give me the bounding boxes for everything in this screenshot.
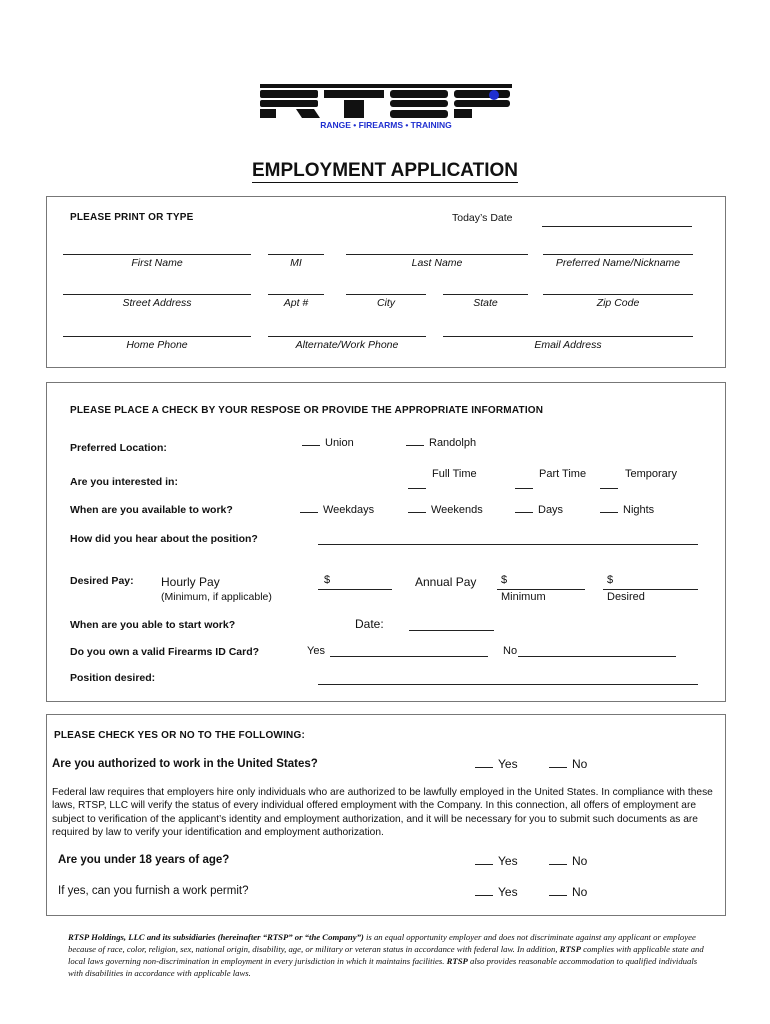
hourly-pay-label: Hourly Pay — [161, 575, 220, 589]
zip-code-caption: Zip Code — [596, 297, 640, 309]
annual-desired-caption: Desired — [607, 591, 645, 603]
mi-caption: MI — [290, 257, 302, 269]
rtsp-logo — [258, 82, 514, 132]
first-name-field[interactable] — [63, 254, 251, 255]
last-name-field[interactable] — [346, 254, 528, 255]
city-field[interactable] — [346, 294, 426, 295]
part-time-label: Part Time — [539, 468, 587, 480]
apt-field[interactable] — [268, 294, 324, 295]
annual-minimum-field[interactable] — [497, 589, 585, 590]
work-permit-yes[interactable]: Yes — [475, 885, 518, 899]
street-address-caption: Street Address — [122, 297, 192, 309]
zip-code-field[interactable] — [543, 294, 693, 295]
preferred-name-caption: Preferred Name/Nickname — [555, 257, 681, 269]
firearms-no-label: No — [503, 645, 518, 657]
firearms-yes-label: Yes — [307, 645, 325, 657]
hourly-dollar: $ — [324, 574, 331, 586]
annual-pay-label: Annual Pay — [415, 575, 477, 589]
option-nights[interactable]: Nights — [600, 503, 654, 516]
authorized-yes[interactable]: Yes — [475, 757, 518, 771]
hear-about-field[interactable] — [318, 544, 698, 545]
temporary-label: Temporary — [625, 468, 677, 480]
city-caption: City — [376, 297, 396, 309]
option-weekdays[interactable]: Weekdays — [300, 503, 374, 516]
full-time-check[interactable] — [408, 488, 426, 489]
work-permit-label: If yes, can you furnish a work permit? — [58, 885, 249, 897]
firearms-no-field[interactable] — [518, 656, 676, 657]
availability-label: When are you available to work? — [70, 504, 233, 516]
state-caption: State — [473, 297, 498, 309]
under-18-no[interactable]: No — [549, 854, 587, 868]
street-address-field[interactable] — [63, 294, 251, 295]
preferred-name-field[interactable] — [543, 254, 693, 255]
desired-pay-label: Desired Pay: — [70, 575, 134, 587]
temporary-check[interactable] — [600, 488, 618, 489]
annual-minimum-caption: Minimum — [501, 591, 546, 603]
preferred-location-label: Preferred Location: — [70, 442, 167, 454]
email-caption: Email Address — [534, 339, 602, 351]
date-label: Date: — [355, 617, 384, 631]
option-days[interactable]: Days — [515, 503, 563, 516]
work-permit-no[interactable]: No — [549, 885, 587, 899]
section2-heading: PLEASE PLACE A CHECK BY YOUR RESPOSE OR PROVIDE THE APPROPRIATE INFORMATION — [70, 405, 544, 416]
section3-heading: PLEASE CHECK YES OR NO TO THE FOLLOWING: — [54, 730, 305, 741]
annual-desired-field[interactable] — [603, 589, 698, 590]
mi-field[interactable] — [268, 254, 324, 255]
authorized-work-label: Are you authorized to work in the United States? — [52, 758, 318, 770]
first-name-caption: First Name — [131, 257, 183, 269]
todays-date-field[interactable] — [542, 226, 692, 227]
hourly-pay-field[interactable] — [318, 589, 392, 590]
alt-phone-caption: Alternate/Work Phone — [295, 339, 399, 351]
home-phone-caption: Home Phone — [126, 339, 188, 351]
authorized-no[interactable]: No — [549, 757, 587, 771]
alt-phone-field[interactable] — [268, 336, 426, 337]
option-weekends[interactable]: Weekends — [408, 503, 483, 516]
federal-law-paragraph: Federal law requires that employers hire only individuals who are authorized to be lawfully employed in the United States. In compliance with these laws, RTSP, LLC will verify the status of every individual offered employment with the Company. In this connection, all offers of employment are subject to verification of the applicant’s identity and employment authorization, and it will be necessary for you to submit such documents as are required by law to verify your identification and employment authorization. — [52, 787, 713, 838]
full-time-label: Full Time — [432, 468, 477, 480]
todays-date-label: Today’s Date — [452, 212, 513, 224]
state-field[interactable] — [443, 294, 528, 295]
firearms-id-label: Do you own a valid Firearms ID Card? — [70, 646, 260, 658]
under-18-yes[interactable]: Yes — [475, 854, 518, 868]
email-field[interactable] — [443, 336, 693, 337]
under-18-label: Are you under 18 years of age? — [58, 854, 230, 866]
page-title: EMPLOYMENT APPLICATION — [252, 160, 518, 181]
option-randolph[interactable]: Randolph — [406, 436, 476, 449]
eeo-statement: RTSP Holdings, LLC and its subsidiaries (hereinafter “RTSP” or “the Company”) is an equal opportunity employer and does not discriminate against any applicant or employee because of race, color, religion, sex, national origin, disability, age, or military or veteran status in accordance with federal law. In addition, RTSP complies with applicable state and local laws governing non-discrimination in employment in every jurisdiction in which it maintains facilities. RTSP also provides reasonable accommodation to qualified individuals with disabilities in accordance with applicable laws. — [68, 932, 704, 978]
position-desired-label: Position desired: — [70, 672, 156, 684]
print-instruction: PLEASE PRINT OR TYPE — [70, 212, 194, 223]
annual-min-dollar: $ — [501, 574, 508, 586]
apt-caption: Apt # — [283, 297, 309, 309]
option-union[interactable]: Union — [302, 436, 354, 449]
logo-tagline: RANGE • FIREARMS • TRAINING — [320, 120, 452, 130]
start-date-field[interactable] — [409, 630, 494, 631]
home-phone-field[interactable] — [63, 336, 251, 337]
firearms-yes-field[interactable] — [330, 656, 488, 657]
hourly-pay-note: (Minimum, if applicable) — [161, 591, 272, 603]
position-desired-field[interactable] — [318, 684, 698, 685]
annual-desired-dollar: $ — [607, 574, 614, 586]
interested-in-label: Are you interested in: — [70, 476, 178, 488]
last-name-caption: Last Name — [411, 257, 463, 269]
start-work-label: When are you able to start work? — [70, 619, 236, 631]
hear-about-label: How did you hear about the position? — [70, 533, 258, 545]
part-time-check[interactable] — [515, 488, 533, 489]
